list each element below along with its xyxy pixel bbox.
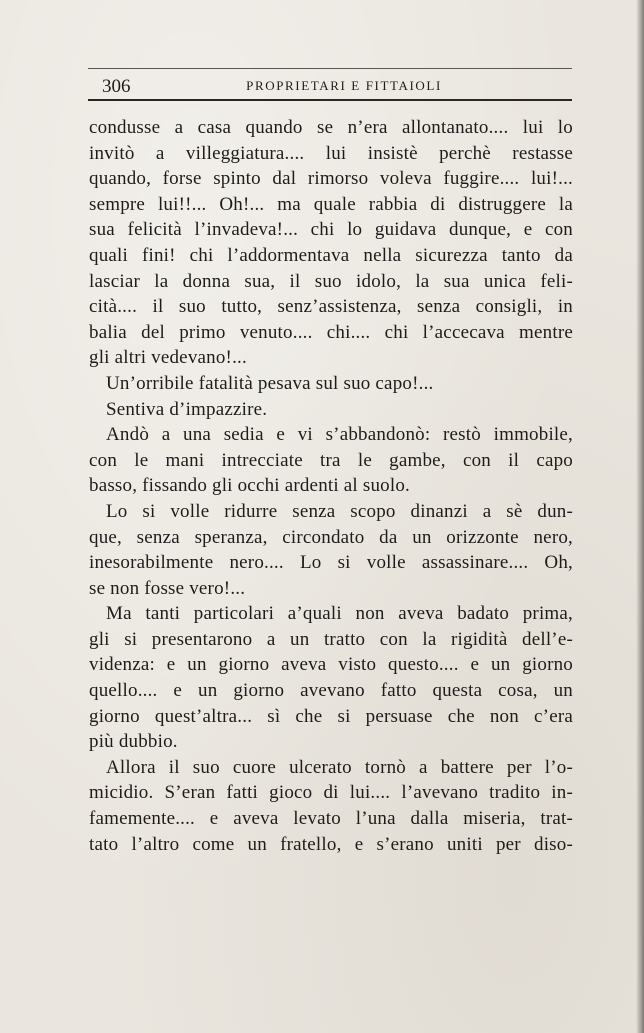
text-line: tato l’altro come un fratello, e s’erano uniti per diso- — [89, 833, 573, 855]
text-line: se non fosse vero!... — [89, 577, 246, 599]
text-line: lasciar la donna sua, il suo idolo, la sua unica feli- — [89, 270, 573, 292]
text-line: Lo si volle ridurre senza scopo dinanzi a sè dun- — [106, 500, 573, 522]
page-header — [88, 68, 572, 102]
text-line: invitò a villeggiatura.... lui insistè perchè restasse — [89, 142, 573, 164]
text-line: quello.... e un giorno avevano fatto questa cosa, un — [89, 680, 573, 702]
text-line: quali fini! chi l’addormentava nella sicurezza tanto da — [89, 244, 573, 266]
text-line: inesorabilmente nero.... Lo si volle assassinare.... Oh, — [89, 552, 573, 574]
running-title: PROPRIETARI E FITTAIOLI — [246, 78, 442, 93]
text-line: videnza: e un giorno aveva visto questo.... e un giorno — [89, 654, 573, 676]
text-line: condusse a casa quando se n’era allontanato.... lui lo — [89, 117, 573, 138]
text-line: Ma tanti particolari a’quali non aveva badato prima, — [106, 603, 573, 625]
text-line: cità.... il suo tutto, senz’assistenza, senza consigli, in — [89, 296, 573, 318]
text-line: famemente.... e aveva levato l’una dalla miseria, trat- — [89, 808, 573, 830]
text-line: balia del primo venuto.... chi.... chi l’accecava mentre — [89, 321, 573, 343]
page-number: 306 — [102, 76, 131, 97]
text-line: Un’orribile fatalità pesava sul suo capo!... — [106, 372, 434, 394]
text-line: gli si presentarono a un tratto con la rigidità dell’e- — [89, 628, 573, 650]
body-text — [89, 115, 573, 857]
text-line: gli altri vedevano!... — [89, 347, 247, 369]
text-line: basso, fissando gli occhi ardenti al suolo. — [89, 475, 410, 497]
header-top-rule — [88, 68, 572, 69]
text-line: quando, forse spinto dal rimorso voleva fuggire.... lui!... — [89, 168, 573, 190]
text-line: Andò a una sedia e vi s’abbandonò: restò immobile, — [106, 424, 573, 446]
text-line: que, senza speranza, circondato da un orizzonte nero, — [89, 526, 573, 548]
text-line: Allora il suo cuore ulcerato tornò a battere per l’o- — [106, 756, 573, 778]
text-line: sua felicità l’invadeva!... chi lo guidava dunque, e con — [89, 219, 573, 241]
text-line: sempre lui!!... Oh!... ma quale rabbia di distruggere la — [89, 193, 573, 215]
text-line: con le mani intrecciate tra le gambe, con il capo — [89, 449, 573, 471]
text-line: micidio. S’eran fatti gioco di lui.... l’avevano tradito in- — [89, 782, 573, 804]
header-bottom-rule — [88, 99, 572, 101]
text-line: più dubbio. — [89, 731, 178, 753]
text-line: Sentiva d’impazzire. — [106, 398, 268, 420]
text-line: giorno quest’altra... sì che si persuase che non c’era — [89, 705, 573, 727]
page-edge-shadow — [636, 0, 644, 1033]
